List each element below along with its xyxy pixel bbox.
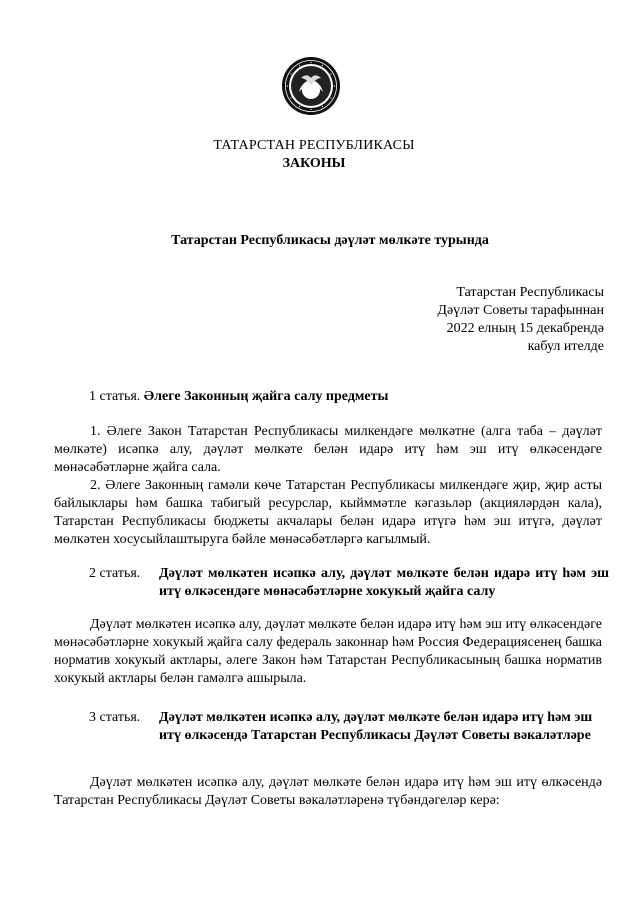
adoption-line-1: Татарстан Республикасы — [456, 285, 604, 300]
article-2-title: Дәүләт мөлкәтен исәпкә алу, дәүләт мөлкәте белән идарә итү һәм эш итү өлкәсендәге мөнәсәбәтләрне хокукый җайга салу — [159, 566, 609, 599]
article-3-title: Дәүләт мөлкәтен исәпкә алу, дәүләт мөлкәте белән идарә итү һәм эш итү өлкәсендә Татарстан Республикасы Дәүләт Советы вәкаләтләре — [159, 710, 593, 743]
adoption-note — [437, 284, 604, 356]
article-1-heading — [89, 388, 388, 406]
law-title: Татарстан Республикасы дәүләт мөлкәте турында — [171, 233, 489, 248]
law-label: ЗАКОНЫ — [282, 156, 346, 171]
article-3-paragraph-1: Дәүләт мөлкәтен исәпкә алу, дәүләт мөлкәте белән идарә итү һәм эш итү өлкәсендә Татарстан Республикасы Дәүләт Советы вәкаләтләренә түбәндәгеләр керә: — [54, 775, 602, 808]
document-header — [0, 137, 628, 173]
adoption-line-4: кабул ителде — [527, 339, 604, 354]
republic-name: ТАТАРСТАН РЕСПУБЛИКАСЫ — [213, 138, 415, 153]
article-1-paragraph-1: 1. Әлеге Закон Татарстан Республикасы милкендәге мөлкәтне (алга таба – дәүләт мөлкәте) исәпкә алу, дәүләт мөлкәте белән идарә итү һәм эш итү өлкәсендәге мөнәсәбәтләрне җайга сала. — [54, 424, 602, 475]
tatarstan-coat-of-arms-icon — [281, 56, 341, 116]
article-2-number: 2 статья. — [89, 566, 141, 581]
article-1-paragraph-2: 2. Әлеге Законның гамәли көче Татарстан Республикасы милкендәге җир, җир асты байлыклары һәм башка табигый ресурслар, кыйммәтле кәгазьләр (акцияләрдән кала), Татарстан Республикасы бюджеты акчалары белән идарә итүгә һәм эш итүгә, дәүләт мөлкәтен хосусыйлаштыруга бәйле мөнәсәбәтләргә кагылмый. — [54, 478, 602, 547]
article-1-number: 1 статья. — [89, 389, 141, 404]
adoption-line-2: Дәүләт Советы тарафыннан — [437, 303, 604, 318]
adoption-line-3: 2022 елның 15 декабрендә — [446, 321, 604, 336]
article-1-title: Әлеге Законның җайга салу предметы — [143, 389, 389, 404]
article-3-number: 3 статья. — [89, 710, 141, 725]
article-2-paragraph-1: Дәүләт мөлкәтен исәпкә алу, дәүләт мөлкәте белән идарә итү һәм эш итү өлкәсендәге мөнәсәбәтләрне хокукый җайга салу федераль законнар һәм Россия Федерациясенең башка норматив хокукый актлары, әлеге Закон һәм Татарстан Республикасының башка норматив хокукый актлары белән гамәлгә ашырыла. — [54, 617, 602, 686]
